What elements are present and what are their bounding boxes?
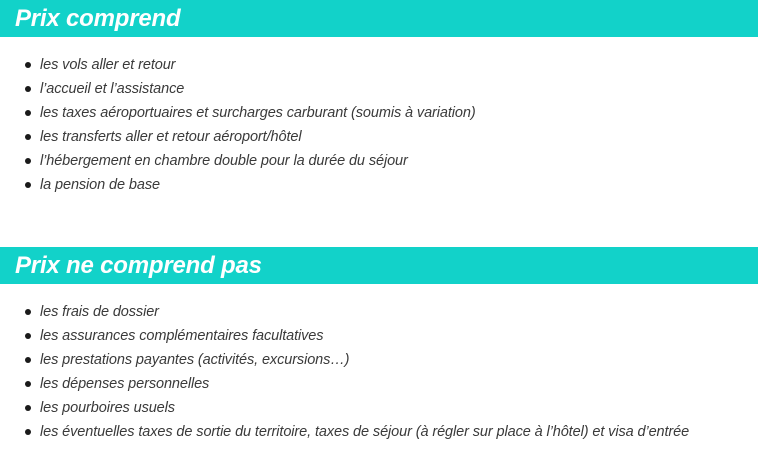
list-item: [0, 372, 689, 396]
list-item: [0, 53, 476, 77]
price-excludes-section: [0, 247, 758, 440]
price-includes-section: [0, 0, 758, 193]
section-title: Prix comprend: [15, 4, 181, 32]
section-header: [0, 0, 758, 37]
bullet-icon: [25, 182, 31, 188]
list-item: [0, 300, 689, 324]
bullet-icon: [25, 405, 31, 411]
bullet-icon: [25, 158, 31, 164]
bullet-icon: [25, 134, 31, 140]
list-item-text: l’accueil et l’assistance: [40, 81, 185, 97]
section-header: [0, 247, 758, 284]
list-item-text: l’hébergement en chambre double pour la durée du séjour: [40, 153, 408, 169]
list-item-text: les assurances complémentaires facultatives: [40, 328, 324, 344]
bullet-icon: [25, 110, 31, 116]
bullet-icon: [25, 309, 31, 315]
list-item-text: les vols aller et retour: [40, 57, 176, 73]
list-item-text: la pension de base: [40, 177, 160, 193]
list-item-text: les taxes aéroportuaires et surcharges carburant (soumis à variation): [40, 105, 476, 121]
bullet-icon: [25, 333, 31, 339]
bullet-icon: [25, 86, 31, 92]
list-item-text: les éventuelles taxes de sortie du territoire, taxes de séjour (à régler sur place à l’hôtel) et visa d’entrée: [40, 424, 690, 440]
list-item: [0, 420, 689, 444]
list-item: [0, 101, 476, 125]
bullet-icon: [25, 357, 31, 363]
excluded-items-list: [0, 300, 689, 444]
bullet-icon: [25, 381, 31, 387]
list-item: [0, 324, 689, 348]
list-item-text: les transferts aller et retour aéroport/hôtel: [40, 129, 302, 145]
list-item: [0, 348, 689, 372]
bullet-icon: [25, 62, 31, 68]
list-item: [0, 173, 476, 197]
list-item-text: les dépenses personnelles: [40, 376, 210, 392]
list-item-text: les frais de dossier: [40, 304, 159, 320]
list-item-text: les pourboires usuels: [40, 400, 175, 416]
list-item: [0, 125, 476, 149]
list-item-text: les prestations payantes (activités, excursions…): [40, 352, 350, 368]
section-title: Prix ne comprend pas: [15, 251, 262, 279]
list-item: [0, 396, 689, 420]
bullet-icon: [25, 429, 31, 435]
included-items-list: [0, 53, 476, 197]
list-item: [0, 77, 476, 101]
list-item: [0, 149, 476, 173]
